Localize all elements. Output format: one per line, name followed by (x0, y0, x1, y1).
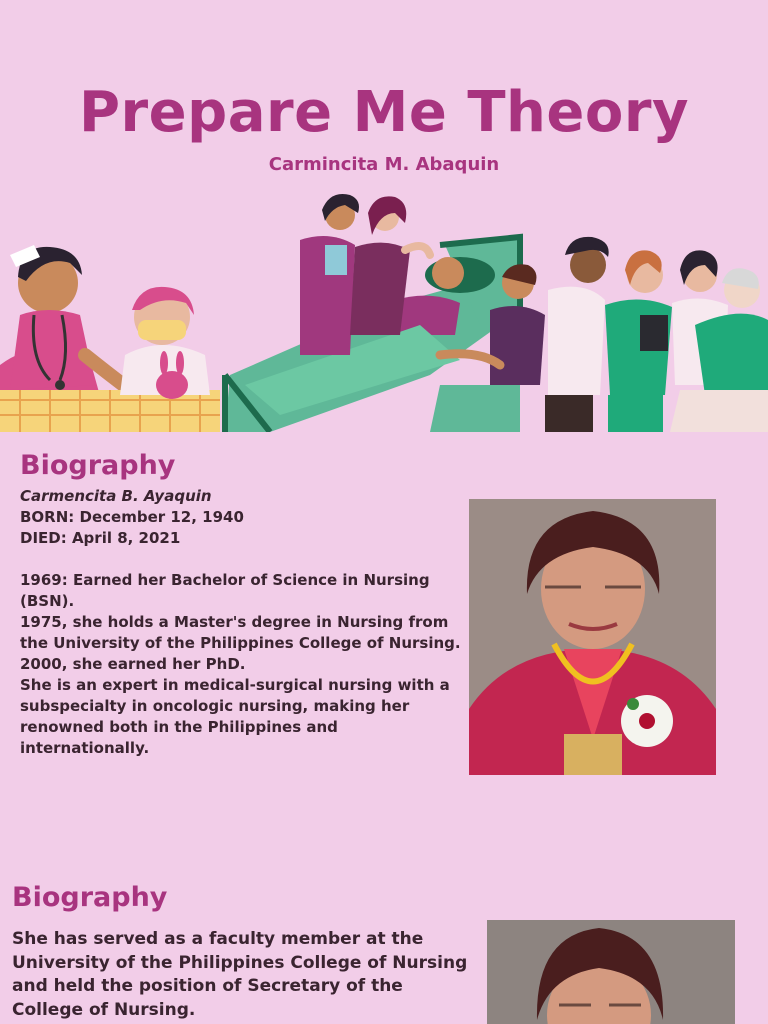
bio-line-masters: 1975, she holds a Master's degree in Nursing from the University of the Philippines College of Nursing. (20, 613, 461, 652)
portrait-photo-1 (469, 499, 716, 775)
bio-line-phd: 2000, she earned her PhD. (20, 655, 246, 673)
biography-heading-2: Biography (12, 882, 168, 913)
page-subtitle: Carmincita M. Abaquin (268, 154, 500, 175)
biography-text-1 (20, 486, 465, 759)
subject-name: Carmencita B. Ayaquin (20, 487, 212, 505)
bio-line-bsn: 1969: Earned her Bachelor of Science in Nursing (BSN). (20, 571, 430, 610)
nursing-illustration-banner (0, 185, 768, 432)
nurse-illustration-icon (0, 245, 220, 432)
biography-heading-1: Biography (20, 450, 176, 481)
bio-line-expertise: She is an expert in medical-surgical nursing with a subspecialty in oncologic nursing, making her renowned both in the Philippines and internationally. (20, 676, 450, 757)
portrait-photo-2 (487, 920, 735, 1024)
patient-bed-illustration-icon (225, 194, 545, 432)
portrait-photo-icon (469, 499, 716, 775)
portrait-photo-icon (487, 920, 735, 1024)
nursing-team-illustration-icon (545, 237, 768, 432)
page-title: Prepare Me Theory (79, 80, 689, 145)
died-date: DIED: April 8, 2021 (20, 529, 181, 547)
biography-text-2: She has served as a faculty member at the University of the Philippines College of Nursing and held the position of Secretary of the College of Nursing. (12, 929, 468, 1020)
born-date: BORN: December 12, 1940 (20, 508, 244, 526)
